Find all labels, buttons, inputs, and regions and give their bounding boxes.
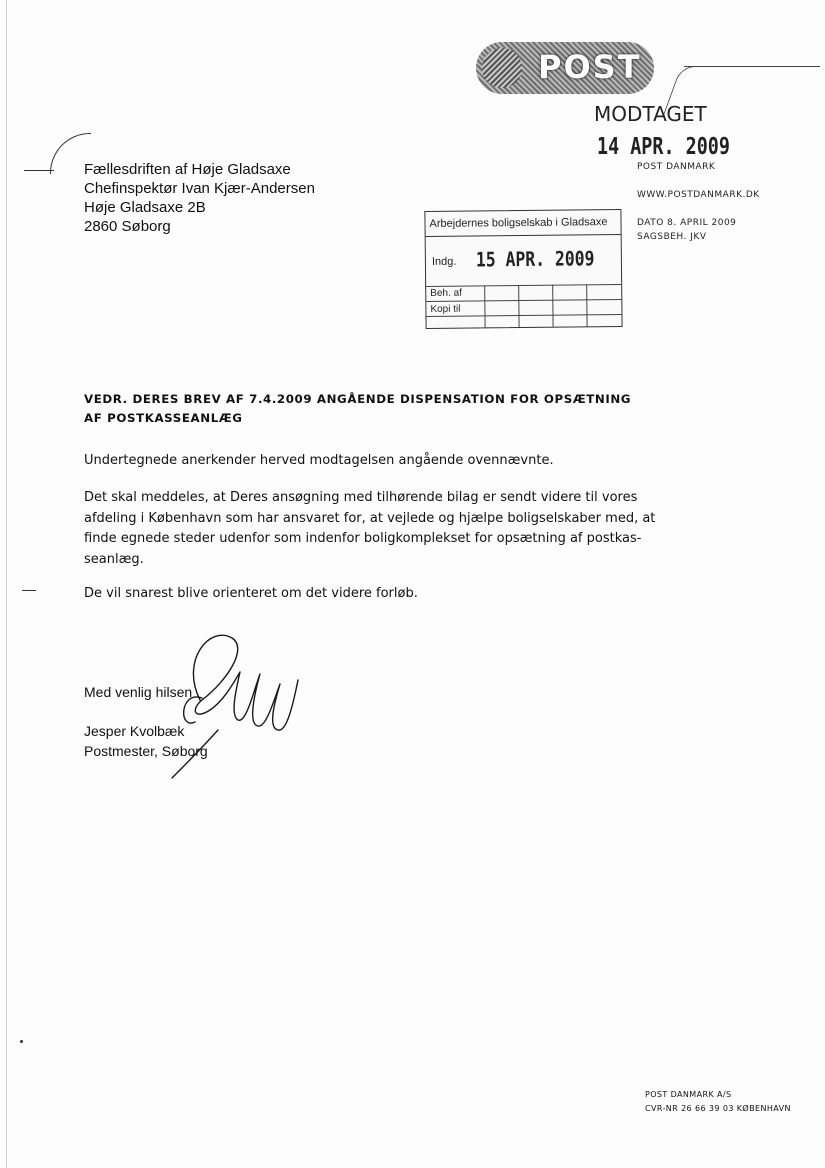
intake-row-beh: Beh. af	[430, 287, 463, 299]
recipient-line-3: Høje Gladsaxe 2B	[84, 199, 206, 216]
footer-company: POST DANMARK A/S	[645, 1090, 732, 1099]
crown-horn-icon	[482, 48, 522, 88]
footer-registration: CVR-NR 26 66 39 03 KØBENHAVN	[645, 1104, 791, 1113]
intake-label: Indg.	[431, 255, 457, 268]
received-stamp-label: MODTAGET	[594, 102, 707, 126]
scan-edge-line	[6, 0, 7, 1168]
fold-mark	[24, 170, 54, 171]
body-paragraph-2: Det skal meddeles, at Deres ansøgning med tilhørende bilag er sendt videre til vores afdeling i København som har ansvaret for, at vejlede og hjælpe boligselskaber med, at finde egnede steder udenfor som indenfor boligkomplekset for opsætning af postkas- seanlæg.	[84, 490, 656, 567]
stamp-line	[684, 66, 820, 67]
recipient-line-2: Chefinspektør Ivan Kjær-Andersen	[84, 180, 315, 197]
scan-speck	[20, 1040, 23, 1043]
sender-website: WWW.POSTDANMARK.DK	[637, 190, 760, 200]
body-paragraph-1: Undertegnede anerkender herved modtagelsen angående ovennævnte.	[84, 453, 554, 468]
intake-date: 15 APR. 2009	[475, 246, 595, 272]
intake-stamp-header: Arbejdernes boligselskab i Gladsaxe	[429, 216, 608, 230]
handwritten-signature	[140, 620, 310, 780]
fold-mark-2	[22, 590, 36, 591]
intake-stamp	[424, 209, 622, 329]
letter-date: DATO 8. APRIL 2009	[637, 218, 737, 228]
subject	[84, 390, 631, 428]
intake-row-kopi: Kopi til	[430, 303, 461, 315]
subject-line-2: AF POSTKASSEANLÆG	[84, 411, 243, 425]
subject-line-1: VEDR. DERES BREV AF 7.4.2009 ANGÅENDE DISPENSATION FOR OPSÆTNING	[84, 392, 632, 406]
signer-name: Jesper Kvolbæk	[84, 723, 185, 739]
logo-text: POST	[538, 48, 642, 86]
recipient-line-1: Fællesdriften af Høje Gladsaxe	[84, 161, 291, 178]
body-paragraph-3: De vil snarest blive orienteret om det videre forløb.	[84, 586, 418, 601]
case-handler: SAGSBEH. JKV	[637, 232, 707, 242]
post-danmark-logo	[476, 42, 654, 94]
sender-company: POST DANMARK	[637, 162, 716, 172]
recipient-line-4: 2860 Søborg	[84, 218, 171, 235]
signer-title: Postmester, Søborg	[84, 743, 208, 759]
closing-greeting: Med venlig hilsen	[84, 684, 193, 700]
received-stamp-date: 14 APR. 2009	[597, 134, 730, 160]
